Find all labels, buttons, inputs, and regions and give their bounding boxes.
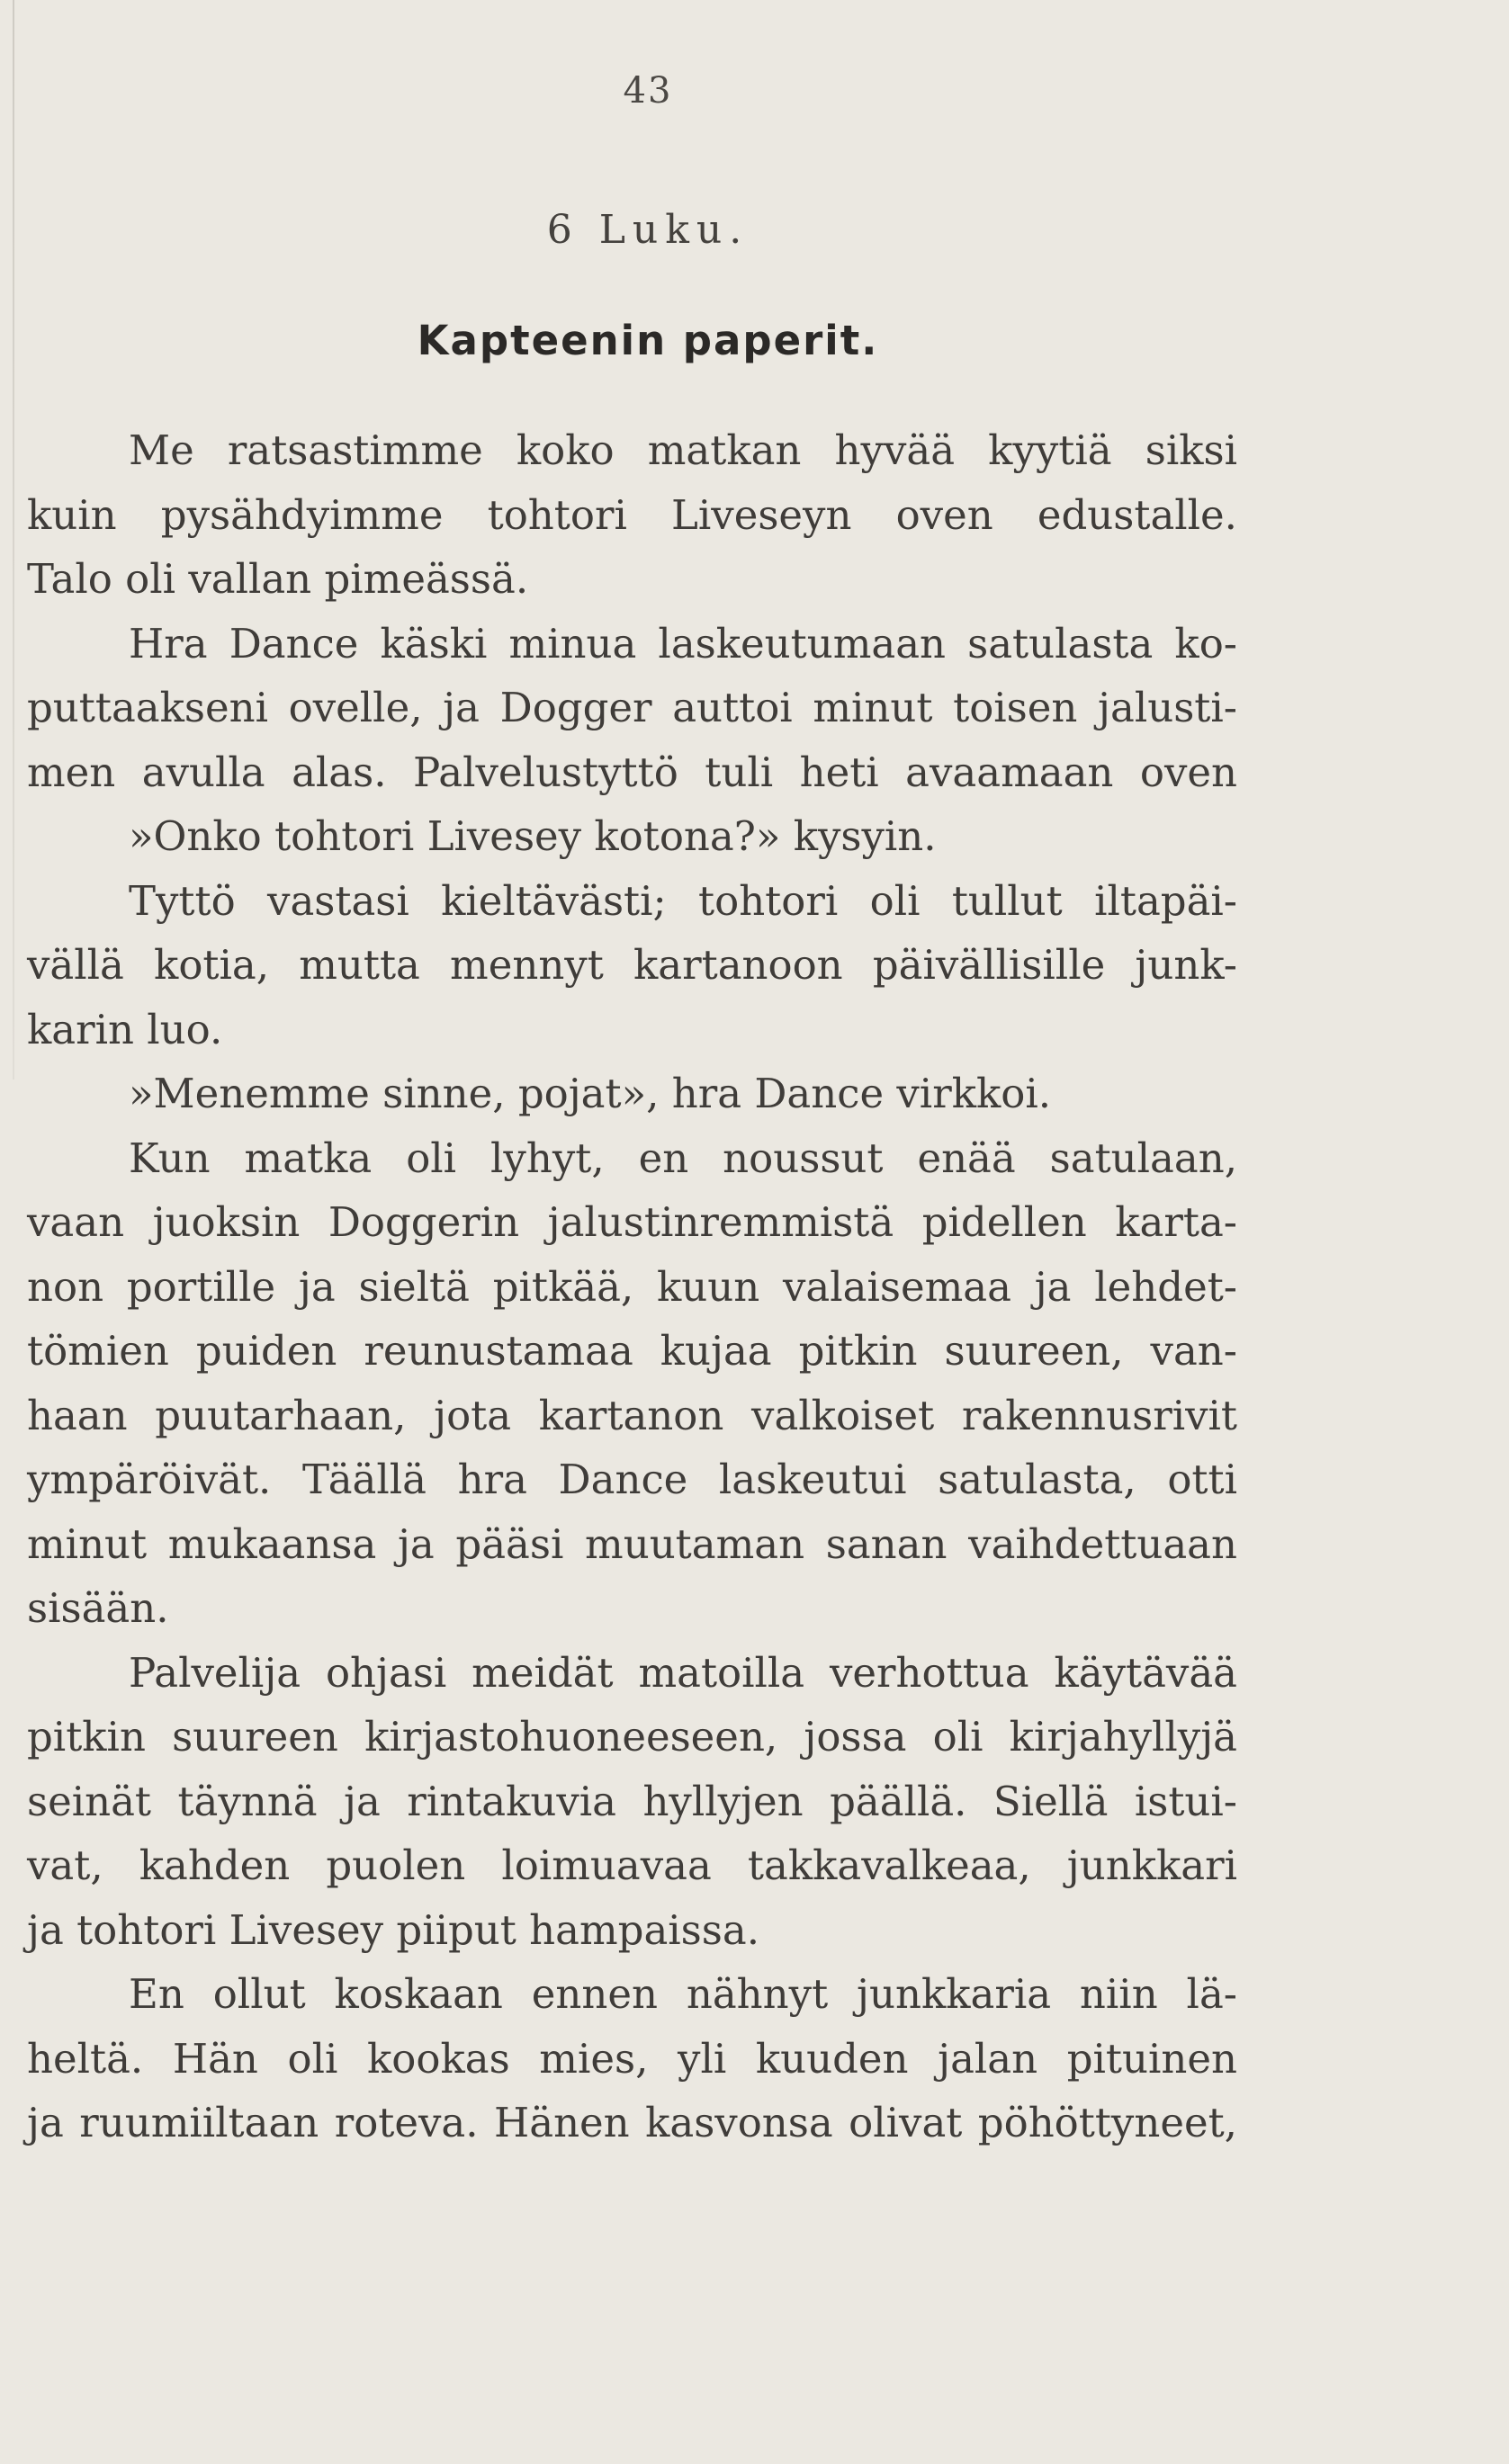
text-line: karin luo. xyxy=(27,1005,223,1053)
text-line: heltä. Hän oli kookas mies, yli kuuden jalan pituinen xyxy=(27,2034,1237,2083)
body-text xyxy=(27,418,1237,2155)
text-line: Hra Dance käski minua laskeutumaan satulasta ko- xyxy=(129,619,1237,668)
text-line: En ollut koskaan ennen nähnyt junkkaria niin lä- xyxy=(129,1970,1237,2018)
page-number: 43 xyxy=(623,70,673,112)
chapter-title: Kapteenin paperit. xyxy=(417,317,879,364)
text-line: vat, kahden puolen loimuavaa takkavalkeaa, junkkari xyxy=(27,1841,1237,1889)
text-line: haan puutarhaan, jota kartanon valkoiset rakennusrivit xyxy=(27,1391,1237,1439)
text-line: men avulla alas. Palvelustyttö tuli heti avaamaan oven xyxy=(27,748,1237,796)
page-edge-shadow xyxy=(13,0,14,1080)
text-line: »Menemme sinne, pojat», hra Dance virkkoi. xyxy=(129,1070,1052,1117)
text-line: sisään. xyxy=(27,1584,169,1632)
text-line: kuin pysähdyimme tohtori Liveseyn oven edustalle. xyxy=(27,490,1237,539)
text-line: puttaakseni ovelle, ja Dogger auttoi minut toisen jalusti- xyxy=(27,684,1237,731)
text-line: tömien puiden reunustamaa kujaa pitkin suureen, van- xyxy=(27,1327,1237,1375)
text-line: ja ruumiiltaan roteva. Hänen kasvonsa olivat pöhöttyneet, xyxy=(27,2099,1237,2146)
text-line: pitkin suureen kirjastohuoneeseen, jossa oli kirjahyllyjä xyxy=(27,1713,1237,1761)
text-line: Me ratsastimme koko matkan hyvää kyytiä siksi xyxy=(129,426,1237,474)
text-line: Palvelija ohjasi meidät matoilla verhottua käytävää xyxy=(129,1648,1237,1697)
text-line: Kun matka oli lyhyt, en noussut enää satulaan, xyxy=(129,1133,1237,1182)
text-line: Talo oli vallan pimeässä. xyxy=(27,555,529,603)
text-line: »Onko tohtori Livesey kotona?» kysyin. xyxy=(129,812,937,860)
chapter-heading: 6 Luku. xyxy=(546,207,750,253)
text-line: ja tohtori Livesey piiput hampaissa. xyxy=(27,1905,759,1954)
text-line: ympäröivät. Täällä hra Dance laskeutui satulasta, otti xyxy=(27,1456,1237,1503)
text-line: non portille ja sieltä pitkää, kuun valaisemaa ja lehdet- xyxy=(27,1262,1237,1311)
text-line: vällä kotia, mutta mennyt kartanoon päivällisille junk- xyxy=(27,941,1237,989)
text-line: vaan juoksin Doggerin jalustinremmistä pidellen karta- xyxy=(27,1198,1237,1246)
text-line: minut mukaansa ja pääsi muutaman sanan vaihdettuaan xyxy=(27,1519,1237,1568)
text-line: Tyttö vastasi kieltävästi; tohtori oli tullut iltapäi- xyxy=(129,876,1237,925)
text-line: seinät täynnä ja rintakuvia hyllyjen päällä. Siellä istui- xyxy=(27,1777,1237,1825)
